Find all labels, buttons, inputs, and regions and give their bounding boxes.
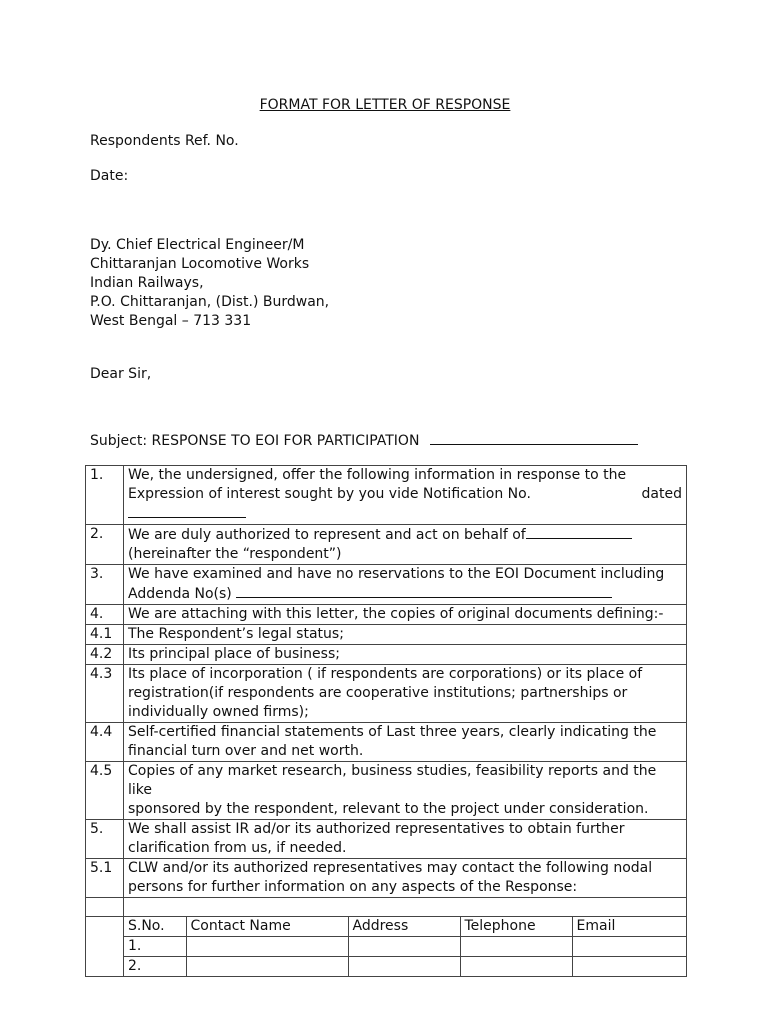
- recipient-address: [90, 236, 329, 331]
- row-text-line: clarification from us, if needed.: [128, 840, 347, 856]
- contacts-header-cell: S.No.: [128, 918, 165, 934]
- row-number: 3.: [86, 565, 124, 605]
- row-text-line: We are duly authorized to represent and act on behalf of: [128, 525, 682, 545]
- row-number: 5.1: [86, 859, 124, 898]
- row-text: [124, 898, 687, 917]
- address-line: West Bengal – 713 331: [90, 313, 252, 329]
- row-number: 4.5: [86, 762, 124, 820]
- table-row: [86, 859, 687, 898]
- row-text: We are attaching with this letter, the copies of original documents defining:-: [124, 605, 687, 625]
- row-number: 4.1: [86, 625, 124, 645]
- addenda-blank: [236, 584, 612, 598]
- row-text: [124, 665, 687, 723]
- row-number: [86, 917, 124, 977]
- row-text-line: persons for further information on any aspects of the Response:: [128, 879, 578, 895]
- table-row: [86, 605, 687, 625]
- table-row: [86, 466, 687, 525]
- row-text-line: (hereinafter the “respondent”): [128, 546, 342, 562]
- subject-line: [90, 432, 638, 451]
- ref-no-label: Respondents Ref. No.: [90, 133, 239, 149]
- subject-text: Subject: RESPONSE TO EOI FOR PARTICIPATION: [90, 433, 420, 449]
- contacts-email-cell: [572, 937, 686, 957]
- row-number: 4.2: [86, 645, 124, 665]
- row-text-line: sponsored by the respondent, relevant to the project under consideration.: [128, 801, 649, 817]
- table-row: [86, 762, 687, 820]
- row-text-line: We have examined and have no reservations to the EOI Document including: [128, 566, 665, 582]
- contacts-sno: 1.: [124, 937, 186, 957]
- address-line: Chittaranjan Locomotive Works: [90, 256, 310, 272]
- row-text: [124, 525, 687, 565]
- contacts-name-cell: [186, 937, 348, 957]
- table-row: [86, 625, 687, 645]
- row-text-line: financial turn over and net worth.: [128, 743, 364, 759]
- date-label: Date:: [90, 168, 129, 184]
- row-number: 2.: [86, 525, 124, 565]
- notification-label: Expression of interest sought by you vide Notification No.: [128, 486, 531, 502]
- row-text: Its principal place of business;: [124, 645, 687, 665]
- row-text-line: We, the undersigned, offer the following information in response to the: [128, 467, 627, 483]
- contacts-row-2: [124, 957, 686, 977]
- contacts-header-cell: Email: [572, 917, 686, 937]
- row-text-line: Copies of any market research, business studies, feasibility reports and the like: [128, 763, 657, 798]
- contacts-row: [86, 917, 687, 977]
- row-text: [124, 723, 687, 762]
- row-number: 5.: [86, 820, 124, 859]
- row-number: 4.4: [86, 723, 124, 762]
- contacts-telephone-cell: [460, 937, 572, 957]
- row-text-line: individually owned firms);: [128, 704, 309, 720]
- table-row-empty: [86, 898, 687, 917]
- row-text: [124, 762, 687, 820]
- contacts-cell: [124, 917, 687, 977]
- row-number: 1.: [86, 466, 124, 525]
- contacts-email-cell: [572, 957, 686, 977]
- row-text: [124, 820, 687, 859]
- contacts-header-row: [124, 917, 686, 937]
- salutation: Dear Sir,: [90, 366, 152, 382]
- row-text-line: We shall assist IR ad/or its authorized representatives to obtain further: [128, 821, 625, 837]
- contacts-name-cell: [186, 957, 348, 977]
- table-row: [86, 645, 687, 665]
- row-text-line: Addenda No(s): [128, 584, 682, 604]
- table-row: [86, 665, 687, 723]
- table-row: [86, 525, 687, 565]
- contacts-telephone-cell: [460, 957, 572, 977]
- row-text-line: [128, 485, 682, 524]
- behalf-blank: [526, 525, 632, 539]
- contacts-header-cell: Telephone: [460, 917, 572, 937]
- contacts-table: [124, 917, 686, 976]
- row-text-line: Self-certified financial statements of Last three years, clearly indicating the: [128, 724, 657, 740]
- subject-blank: [430, 432, 638, 445]
- table-row: [86, 820, 687, 859]
- contacts-sno: 2.: [124, 957, 186, 977]
- address-line: Dy. Chief Electrical Engineer/M: [90, 237, 305, 253]
- document-title: FORMAT FOR LETTER OF RESPONSE: [259, 97, 511, 113]
- contacts-header-cell: Address: [348, 917, 460, 937]
- row-number: 4.: [86, 605, 124, 625]
- response-table: [85, 465, 687, 977]
- contacts-address-cell: [348, 957, 460, 977]
- row-text-line: Its place of incorporation ( if respondents are corporations) or its place of: [128, 666, 643, 682]
- row-number: 4.3: [86, 665, 124, 723]
- dated-label: dated: [641, 486, 682, 502]
- row-text: The Respondent’s legal status;: [124, 625, 687, 645]
- contacts-row-1: [124, 937, 686, 957]
- row-text: [124, 466, 687, 525]
- notification-blank: [128, 504, 246, 518]
- address-line: Indian Railways,: [90, 275, 204, 291]
- row-text-line: registration(if respondents are cooperative institutions; partnerships or: [128, 685, 628, 701]
- table-row: [86, 723, 687, 762]
- address-line: P.O. Chittaranjan, (Dist.) Burdwan,: [90, 294, 330, 310]
- row-number: [86, 898, 124, 917]
- contacts-address-cell: [348, 937, 460, 957]
- row-text: [124, 859, 687, 898]
- row-text: [124, 565, 687, 605]
- table-row: [86, 565, 687, 605]
- row-text-line: CLW and/or its authorized representatives may contact the following nodal: [128, 860, 653, 876]
- contacts-header-cell: Contact Name: [186, 917, 348, 937]
